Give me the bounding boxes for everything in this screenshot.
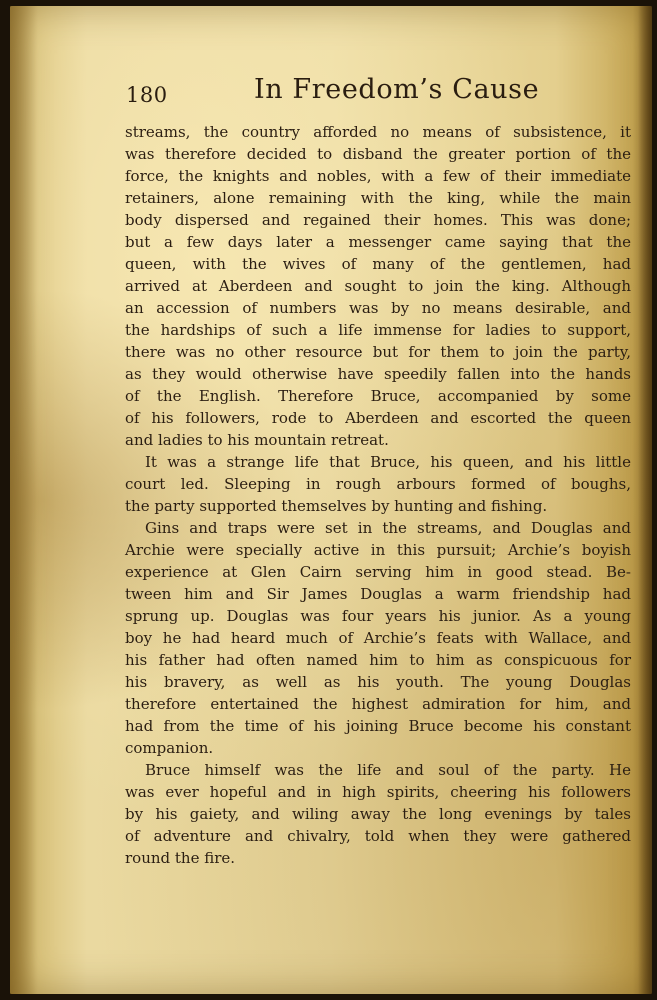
text-line: the hardships of such a life immense for ladies to support, <box>125 321 631 339</box>
running-title: In Freedom’s Cause <box>254 74 540 105</box>
text-line: was ever hopeful and in high spirits, cheering his followers <box>125 783 631 801</box>
text-line: force, the knights and nobles, with a few of their immediate <box>125 167 631 185</box>
text-line: was therefore decided to disband the greater portion of the <box>125 145 631 163</box>
text-line: retainers, alone remaining with the king, while the main <box>125 189 631 207</box>
text-line: but a few days later a messenger came saying that the <box>125 233 631 251</box>
text-line: sprung up. Douglas was four years his junior. As a young <box>125 607 631 625</box>
paragraph <box>125 759 631 869</box>
text-line: there was no other resource but for them to join the party, <box>125 343 631 361</box>
text-line: his bravery, as well as his youth. The young Douglas <box>125 673 631 691</box>
text-line: and ladies to his mountain retreat. <box>125 431 389 449</box>
text-line: companion. <box>125 739 214 757</box>
text-line: boy he had heard much of Archie’s feats with Wallace, and <box>125 629 631 647</box>
text-line: It was a strange life that Bruce, his queen, and his little <box>145 453 631 471</box>
page-edge-shadow <box>638 6 652 994</box>
page-gutter-shadow <box>10 6 38 994</box>
text-line: streams, the country afforded no means of subsistence, it <box>125 123 631 141</box>
text-line: Bruce himself was the life and soul of the party. He <box>145 761 631 779</box>
text-line: an accession of numbers was by no means desirable, and <box>125 299 631 317</box>
text-line: experience at Glen Cairn serving him in good stead. Be- <box>125 563 631 581</box>
page-body-text <box>125 121 631 869</box>
text-line: of adventure and chivalry, told when they were gathered <box>125 827 631 845</box>
text-line: the party supported themselves by hunting and fishing. <box>125 497 548 515</box>
text-line: round the fire. <box>125 849 236 867</box>
page-header <box>126 74 636 114</box>
text-line: arrived at Aberdeen and sought to join the king. Although <box>125 277 631 295</box>
text-line: court led. Sleeping in rough arbours formed of boughs, <box>125 475 631 493</box>
text-line: by his gaiety, and wiling away the long evenings by tales <box>125 805 631 823</box>
text-line: therefore entertained the highest admiration for him, and <box>125 695 631 713</box>
text-line: queen, with the wives of many of the gentlemen, had <box>125 255 631 273</box>
text-line: tween him and Sir James Douglas a warm friendship had <box>125 585 631 603</box>
paragraph <box>125 121 631 451</box>
book-page <box>10 6 652 994</box>
text-line: body dispersed and regained their homes. This was done; <box>125 211 631 229</box>
text-line: Archie were specially active in this pursuit; Archie’s boyish <box>125 541 631 559</box>
paragraph <box>125 517 631 759</box>
text-line: Gins and traps were set in the streams, and Douglas and <box>145 519 631 537</box>
text-line: as they would otherwise have speedily fallen into the hands <box>125 365 631 383</box>
text-line: of his followers, rode to Aberdeen and escorted the queen <box>125 409 631 427</box>
text-line: his father had often named him to him as conspicuous for <box>125 651 631 669</box>
paragraph <box>125 451 631 517</box>
page-number: 180 <box>126 83 168 107</box>
text-line: of the English. Therefore Bruce, accompanied by some <box>125 387 631 405</box>
text-line: had from the time of his joining Bruce become his constant <box>125 717 631 735</box>
